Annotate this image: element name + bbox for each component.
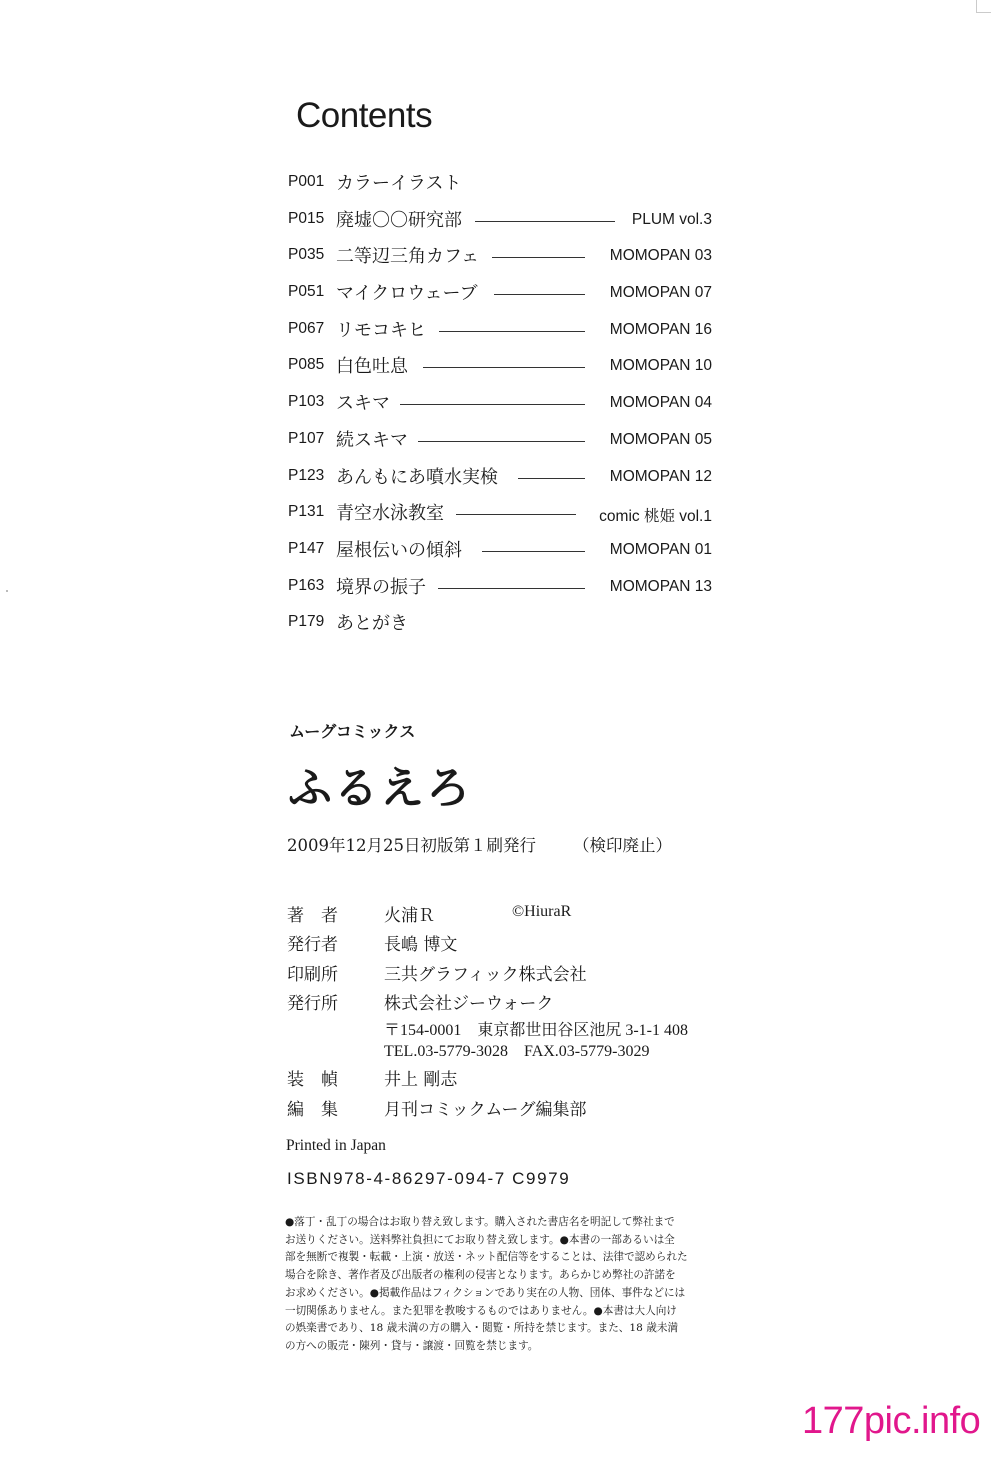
toc-title: 白色吐息 bbox=[336, 356, 408, 378]
toc-source: MOMOPAN 04 bbox=[609, 394, 712, 412]
leader-line bbox=[482, 551, 585, 552]
notice-line: お送りください。送料弊社負担にてお取り替え致します。●本書の一部あるいは全 bbox=[285, 1233, 675, 1246]
toc-title: あんもにあ噴水実検 bbox=[336, 466, 498, 488]
toc-source: PLUM vol.3 bbox=[631, 210, 712, 228]
contents-heading: Contents bbox=[296, 96, 433, 135]
notice-line: の娯楽書であり、18 歳未満の方の購入・閲覧・所持を禁じます。また、18 歳未満 bbox=[285, 1322, 679, 1335]
toc-entry bbox=[288, 606, 718, 643]
notice-line: の方への販売・陳列・貸与・譲渡・回覧を禁じます。 bbox=[285, 1339, 539, 1352]
leader-line bbox=[494, 294, 585, 295]
copyright-notice: ©HiuraR bbox=[512, 903, 572, 920]
toc-source: comic 桃姫 vol.1 bbox=[599, 508, 712, 526]
issuer-name: 株式会社ジーウォーク bbox=[384, 994, 554, 1014]
leader-line bbox=[423, 367, 585, 368]
toc-source: MOMOPAN 10 bbox=[609, 357, 712, 375]
toc-title: 二等辺三角カフェ bbox=[336, 246, 480, 268]
toc-title: 続スキマ bbox=[336, 429, 408, 451]
toc-entry bbox=[288, 239, 718, 276]
publisher-label: 発行者 bbox=[287, 935, 338, 955]
toc-page-number: P123 bbox=[288, 466, 325, 484]
site-watermark: 177pic.info bbox=[802, 1400, 981, 1442]
publication-date: 2009年12月25日初版第１刷発行 bbox=[287, 836, 536, 855]
toc-page-number: P001 bbox=[288, 173, 325, 190]
toc-source: MOMOPAN 07 bbox=[609, 284, 712, 302]
scan-speck bbox=[6, 590, 8, 592]
toc-entry bbox=[288, 460, 718, 497]
design-label: 装 幀 bbox=[287, 1070, 338, 1090]
leader-line bbox=[439, 331, 585, 332]
toc-source: MOMOPAN 16 bbox=[609, 320, 712, 338]
issuer-phone-fax: TEL.03-5779-3028 FAX.03-5779-3029 bbox=[384, 1043, 650, 1060]
toc-page-number: P103 bbox=[288, 393, 325, 411]
leader-line bbox=[492, 257, 585, 258]
book-title: ふるえろ bbox=[288, 763, 472, 814]
toc-entry bbox=[288, 203, 718, 240]
toc-title: スキマ bbox=[336, 393, 390, 415]
legal-notice bbox=[285, 1214, 725, 1356]
toc-entry bbox=[288, 313, 718, 350]
toc-page-number: P085 bbox=[288, 356, 325, 374]
toc-page-number: P107 bbox=[288, 429, 325, 447]
author-label: 著 者 bbox=[287, 906, 338, 926]
issuer-label: 発行所 bbox=[287, 994, 338, 1014]
toc-source: MOMOPAN 03 bbox=[609, 247, 712, 265]
toc-title: 屋根伝いの傾斜 bbox=[336, 539, 462, 561]
toc-entry bbox=[288, 349, 718, 386]
issuer-address: 〒154-0001 東京都世田谷区池尻 3-1-1 408 bbox=[384, 1022, 688, 1039]
leader-line bbox=[418, 441, 585, 442]
toc-page-number: P131 bbox=[288, 503, 325, 521]
toc-source: MOMOPAN 05 bbox=[609, 430, 712, 448]
toc-entry bbox=[288, 423, 718, 460]
toc-page-number: P179 bbox=[288, 613, 325, 631]
printer-name: 三共グラフィック株式会社 bbox=[384, 965, 587, 985]
toc-title: あとがき bbox=[336, 613, 408, 635]
toc-page-number: P035 bbox=[288, 246, 325, 264]
printer-label: 印刷所 bbox=[287, 965, 338, 985]
isbn-code: ISBN978-4-86297-094-7 C9979 bbox=[287, 1169, 571, 1188]
editor-label: 編 集 bbox=[287, 1100, 338, 1120]
leader-line bbox=[475, 221, 615, 222]
table-of-contents bbox=[288, 166, 718, 643]
notice-line: お求めください。●掲載作品はフィクションであり実在の人物、団体、事件などには bbox=[285, 1286, 686, 1299]
printed-in: Printed in Japan bbox=[286, 1137, 386, 1154]
publisher-person: 長嶋 博文 bbox=[384, 935, 458, 955]
designer-name: 井上 剛志 bbox=[384, 1070, 458, 1090]
leader-line bbox=[438, 588, 585, 589]
toc-source: MOMOPAN 12 bbox=[609, 467, 712, 485]
editor-name: 月刊コミックムーグ編集部 bbox=[384, 1100, 587, 1120]
toc-page-number: P163 bbox=[288, 576, 325, 594]
toc-title: マイクロウェーブ bbox=[336, 283, 478, 305]
toc-entry bbox=[288, 386, 718, 423]
toc-title: 廃墟〇〇研究部 bbox=[336, 209, 462, 231]
toc-entry bbox=[288, 496, 718, 533]
toc-page-number: P147 bbox=[288, 539, 325, 557]
toc-source: MOMOPAN 13 bbox=[609, 577, 712, 595]
toc-title: リモコキヒ bbox=[336, 319, 426, 341]
toc-title: 青空水泳教室 bbox=[336, 503, 444, 525]
crop-mark bbox=[976, 0, 991, 13]
leader-line bbox=[456, 514, 576, 515]
toc-entry bbox=[288, 166, 718, 203]
leader-line bbox=[400, 404, 585, 405]
toc-page-number: P067 bbox=[288, 319, 325, 337]
toc-source: MOMOPAN 01 bbox=[609, 540, 712, 558]
toc-page-number: P015 bbox=[288, 209, 325, 227]
imprint-label: ムーグコミックス bbox=[289, 722, 416, 741]
notice-line: 部を無断で複製・転載・上演・放送・ネット配信等をすることは、法律で認められた bbox=[285, 1251, 688, 1264]
toc-page-number: P051 bbox=[288, 283, 325, 301]
toc-title: 境界の振子 bbox=[336, 576, 426, 598]
toc-entry bbox=[288, 533, 718, 570]
notice-line: 一切関係ありません。また犯罪を教唆するものではありません。●本書は大人向け bbox=[285, 1304, 677, 1317]
notice-line: ●落丁・乱丁の場合はお取り替え致します。購入された書店名を明記して弊社まで bbox=[285, 1216, 675, 1228]
leader-line bbox=[518, 478, 585, 479]
stamp-note: （検印廃止） bbox=[573, 836, 672, 855]
author-name: 火浦Ｒ bbox=[384, 906, 435, 926]
notice-line: 場合を除き、著作者及び出版者の権利の侵害となります。あらかじめ弊社の許諾を bbox=[285, 1269, 676, 1282]
toc-entry bbox=[288, 276, 718, 313]
toc-title: カラーイラスト bbox=[336, 173, 462, 194]
toc-entry bbox=[288, 570, 718, 607]
